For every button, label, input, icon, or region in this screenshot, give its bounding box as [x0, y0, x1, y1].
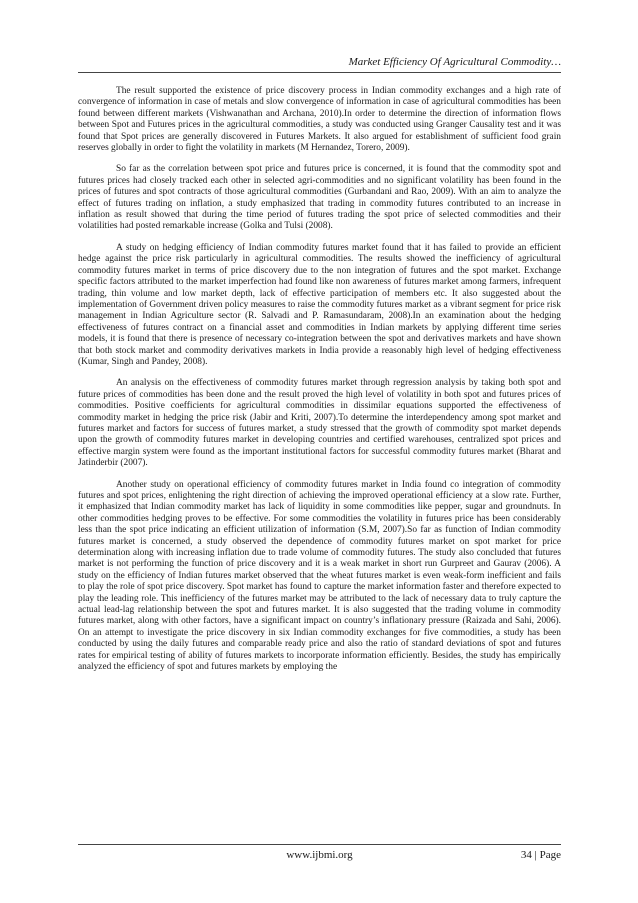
header-rule	[78, 72, 561, 73]
paragraph: Another study on operational efficiency of commodity futures market in India found co integration of commodity futures and spot prices, enlightening the right direction of achieving the improved operational efficiency at a slow rate. Further, it emphasized that Indian commodity market has lack of liquidity in some commodities like pepper, sugar and groundnuts. In other commodities hedging proves to be effective. For some commodities the volatility in futures price has been considerably less than the spot price indicating an efficient utilization of information (S.M, 2007).So far as function of Indian commodity futures market is concerned, a study observed the dependence of commodity futures market on spot market for price determination along with increasing inflation due to trade volume of commodity futures. The study also concluded that futures market is not performing the function of price discovery and it is a weak market in short run Gurpreet and Gaurav (2006). A study on the efficiency of Indian futures market observed that the wheat futures market is even weak-form inefficient and fails to play the role of spot price discovery. Spot market has found to capture the market information faster and therefore expected to play the leading role. This inefficiency of the futures market may be attributed to the lack of necessary data to truly capture the actual lead-lag relationship between the spot and futures market. It is also suggested that the trading volume in commodity futures market, along with other factors, have a significant impact on country’s inflationary pressure (Raizada and Sahi, 2006). On an attempt to investigate the price discovery in six Indian commodity exchanges for five commodities, a study has been conducted by using the daily futures and comparable ready price and also the ratio of standard deviations of spot and futures rates for empirical testing of ability of futures markets to incorporate information efficiently. Besides, the study has empirically analyzed the efficiency of spot and futures markets by employing the	[78, 479, 561, 673]
body-text	[78, 86, 561, 684]
paragraph: So far as the correlation between spot price and futures price is concerned, it is found that the commodity spot and futures prices had closely tracked each other in selected agri-commodities and no significant volatility has been found in the prices of futures and spot contracts of those agricultural commodities (Gurbandani and Rao, 2009). With an aim to analyze the effect of futures trading on inflation, a study emphasized that trading in commodity futures contributed to an increase in inflation as result showed that during the time period of futures trading the spot price of selected commodities and their volatilities had posted remarkable increase (Golka and Tulsi (2008).	[78, 164, 561, 232]
footer-website-link[interactable]: www.ijbmi.org	[286, 849, 353, 861]
paragraph: A study on hedging efficiency of Indian commodity futures market found that it has failed to provide an efficient hedge against the price risk particularly in agricultural commodities. The results showed the inefficiency of agricultural commodity futures market in terms of price discovery due to the non integration of futures and the spot market. Exchange specific factors attributed to the market imperfection had found like non awareness of futures market among farmers, infrequent trading, thin volume and low market depth, lack of effective participation of members etc. It also suggested about the implementation of Government driven policy measures to raise the commodity futures market as a vibrant segment for price risk management in Indian Agriculture sector (R. Salvadi and P. Ramasundaram, 2008).In an examination about the hedging effectiveness of futures contract on a financial asset and commodities in Indian markets by applying different time series models, it is found that there is presence of necessary co-integration between the spot and derivatives markets and have shown that both stock market and commodity derivatives markets in India provide a reasonably high level of hedging effectiveness (Kumar, Singh and Pandey, 2008).	[78, 242, 561, 367]
paragraph: An analysis on the effectiveness of commodity futures market through regression analysis by taking both spot and future prices of commodities has been done and the result proved the high level of volatility in both spot and futures prices of commodities. Positive coefficients for agricultural commodities in dissimilar equations supported the effectiveness of commodity market in hedging the price risk (Jabir and Kriti, 2007).To determine the interdependency among spot market and futures market and factors for success of futures market, a study stressed that the growth of commodity spot market depends upon the growth of commodity futures market in developing countries and certified warehouses, centralized spot prices and effective margin system were found as the important institutional factors for successful commodity futures market (Bharat and Jatinderbir (2007).	[78, 378, 561, 469]
page-number: 34 | Page	[520, 849, 561, 861]
footer-rule	[78, 844, 561, 845]
running-header: Market Efficiency Of Agricultural Commodity…	[348, 56, 561, 68]
paragraph: The result supported the existence of price discovery process in Indian commodity exchanges and a high rate of convergence of information in case of metals and slow convergence of information in case of agricultural commodities has been found between different markets (Vishwanathan and Archana, 2010).In order to determine the direction of information flows between Spot and Futures prices in the agricultural commodities, a study was conducted using Granger Causality test and it was found that Spot prices are generally discovered in Futures Markets. It also argued for establishment of sufficient food grain reserves globally in order to fight the volatility in markets (M Hernandez, Torero, 2009).	[78, 86, 561, 154]
